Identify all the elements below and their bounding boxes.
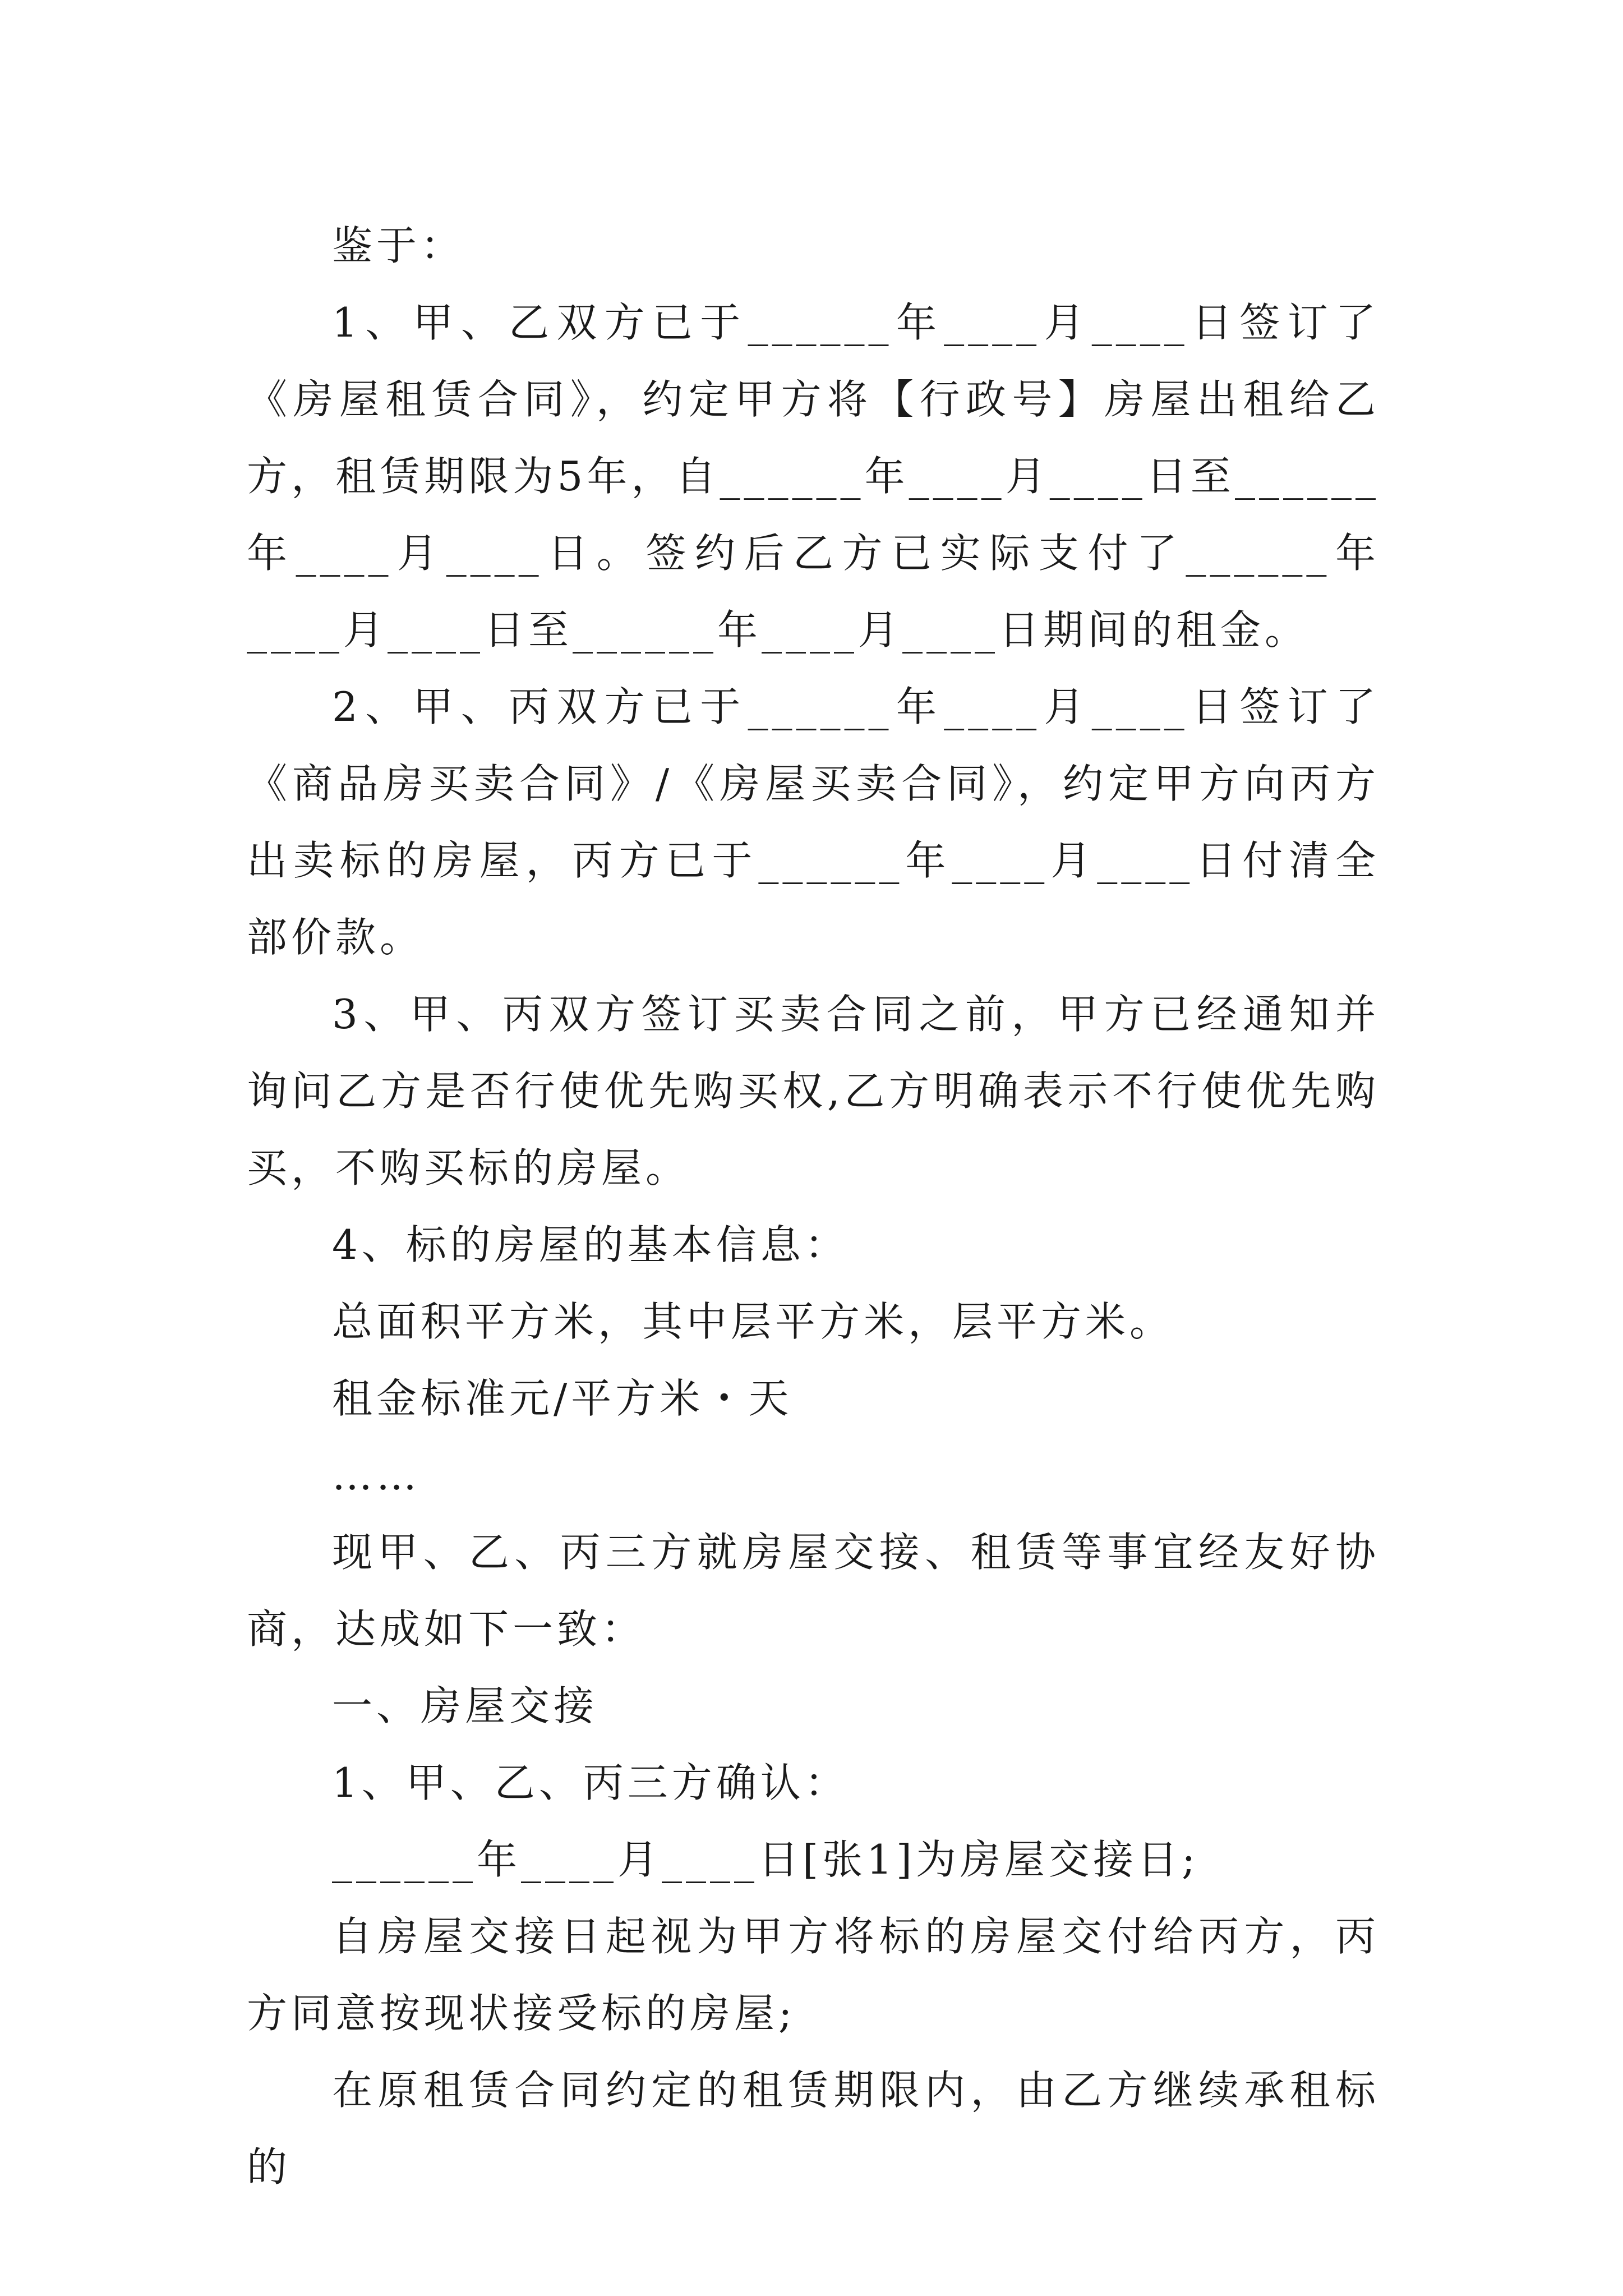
paragraph-lease-continuation: 在原租赁合同约定的租赁期限内，由乙方继续承租标的 [247, 2067, 1380, 2191]
paragraph-recital-3: 3、甲、丙双方签订买卖合同之前，甲方已经通知并询问乙方是否行使优先购买权,乙方明确表示不行使优先购买，不购买标的房屋。 [247, 991, 1380, 1191]
paragraph-agreement-intro: 现甲、乙、丙三方就房屋交接、租赁等事宜经友好协商，达成如下一致： [247, 1529, 1380, 1653]
paragraph-rent-standard: 租金标准元/平方米・天 [332, 1375, 793, 1422]
paragraph-handover-effect: 自房屋交接日起视为甲方将标的房屋交付给丙方，丙方同意按现状接受标的房屋; [247, 1913, 1380, 2037]
paragraph-recital-1: 1、甲、乙双方已于______年____月____日签订了《房屋租赁合同》，约定甲方将【行政号】房屋出租给乙方，租赁期限为5年，自______年____月____日至______年____月____日。签约后乙方已实际支付了______年____月____日至______年____月____日期间的租金。 [247, 299, 1380, 654]
document-body [247, 208, 1380, 2206]
paragraph-preamble: 鉴于： [332, 222, 465, 269]
paragraph-handover-date: ______年____月____日[张1]为房屋交接日; [332, 1836, 1200, 1883]
paragraph-clause-1: 1、甲、乙、丙三方确认： [332, 1759, 849, 1806]
paragraph-recital-4: 4、标的房屋的基本信息： [332, 1221, 849, 1268]
paragraph-area-info: 总面积平方米，其中层平方米，层平方米。 [332, 1298, 1174, 1345]
paragraph-ellipsis: …… [332, 1452, 421, 1499]
section-heading-handover: 一、房屋交接 [332, 1682, 598, 1729]
paragraph-recital-2: 2、甲、丙双方已于______年____月____日签订了《商品房买卖合同》/《房屋买卖合同》，约定甲方向丙方出卖标的房屋，丙方已于______年____月____日付清全部价款。 [247, 683, 1380, 961]
